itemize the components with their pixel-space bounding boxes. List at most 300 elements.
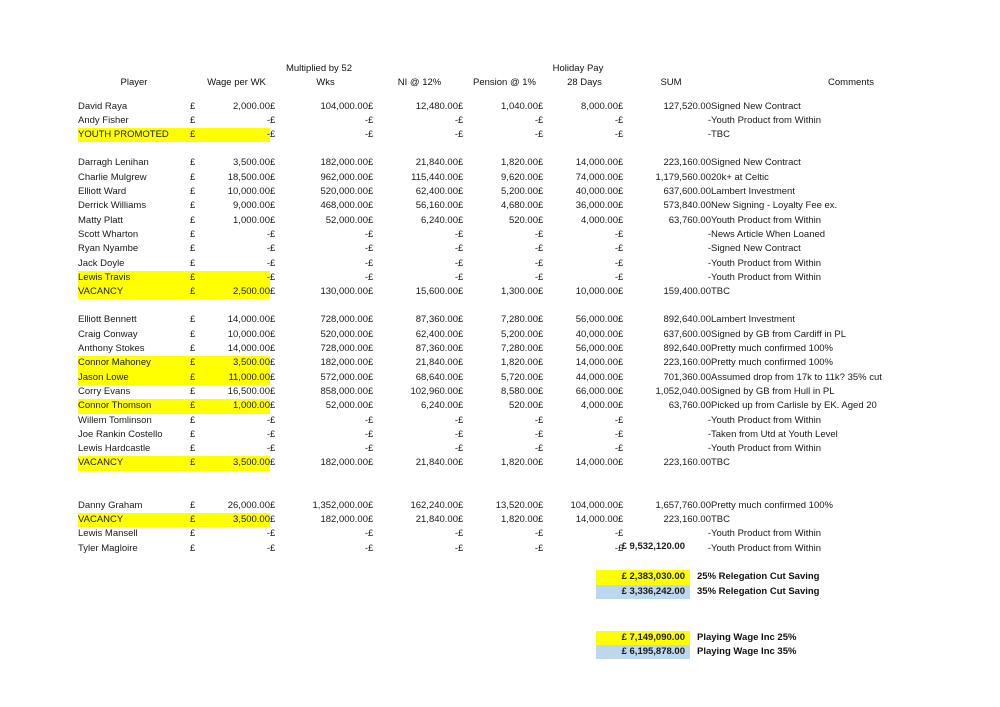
cell-wage-per-wk[interactable]: 3,500.00 — [203, 456, 270, 470]
cell-currency-symbol-ni: £ — [368, 457, 374, 469]
cell-currency-symbol-wks: £ — [270, 542, 276, 554]
cell-pension[interactable]: 5,200.00 — [501, 186, 538, 198]
cell-ni[interactable]: 6,240.00 — [421, 400, 458, 412]
table-row[interactable] — [78, 385, 991, 399]
cell-sum[interactable]: 127,520.00 — [663, 100, 711, 112]
cell-wage-per-wk[interactable]: 3,500.00 — [203, 356, 270, 370]
cell-holiday-pay[interactable]: - — [614, 443, 618, 455]
cell-currency-symbol-wks: £ — [270, 314, 276, 326]
cell-wks[interactable]: 520,000.00 — [320, 328, 368, 340]
table-row[interactable] — [78, 356, 991, 370]
cell-wks[interactable]: - — [364, 114, 368, 126]
cell-player-name[interactable]: Lewis Travis — [78, 271, 190, 285]
cell-comments[interactable]: Youth Product from Within — [711, 414, 822, 426]
cell-pension[interactable]: 4,680.00 — [501, 200, 538, 212]
summary-row[interactable] — [596, 631, 950, 645]
cell-player-name[interactable]: Tyler Magloire — [78, 542, 138, 554]
cell-comments[interactable]: New Signing - Loyalty Fee ex. — [711, 200, 838, 212]
summary-row[interactable] — [596, 645, 950, 659]
cell-sum[interactable]: 63,760.00 — [668, 400, 711, 412]
cell-wks[interactable]: 572,000.00 — [320, 371, 368, 383]
table-row[interactable] — [78, 185, 991, 199]
cell-wage-per-wk[interactable]: - — [266, 414, 270, 426]
cell-holiday-pay[interactable]: 66,000.00 — [575, 385, 618, 397]
cell-wage-per-wk[interactable]: 10,000.00 — [227, 328, 270, 340]
table-row[interactable] — [78, 214, 991, 228]
cell-comments[interactable]: Pretty much confirmed 100% — [711, 357, 833, 369]
cell-wks[interactable]: - — [364, 243, 368, 255]
cell-holiday-pay[interactable]: - — [614, 414, 618, 426]
cell-ni[interactable]: 87,360.00 — [415, 343, 458, 355]
cell-pension[interactable]: - — [534, 428, 538, 440]
table-row[interactable] — [78, 499, 991, 513]
cell-pension[interactable]: 1,820.00 — [501, 357, 538, 369]
cell-ni[interactable]: - — [454, 257, 458, 269]
cell-sum[interactable]: 223,160.00 — [663, 514, 711, 526]
cell-wks[interactable]: - — [364, 228, 368, 240]
cell-player-name[interactable]: Anthony Stokes — [78, 343, 145, 355]
cell-currency-symbol-sum: £ — [618, 271, 624, 283]
cell-player-name[interactable]: Craig Conway — [78, 328, 138, 340]
cell-holiday-pay[interactable]: - — [614, 528, 618, 540]
cell-ni[interactable]: 56,160.00 — [415, 200, 458, 212]
cell-comments[interactable]: Signed by GB from Hull in PL — [711, 385, 835, 397]
cell-pension[interactable]: - — [534, 114, 538, 126]
cell-currency-symbol-sum: £ — [618, 214, 624, 226]
cell-holiday-pay[interactable]: - — [614, 243, 618, 255]
cell-player-name[interactable]: VACANCY — [78, 513, 190, 527]
table-row[interactable] — [78, 414, 991, 428]
cell-holiday-pay[interactable]: - — [614, 542, 618, 554]
column-header-sum[interactable]: SUM — [660, 77, 682, 89]
cell-player-name[interactable]: YOUTH PROMOTED — [78, 128, 190, 142]
cell-player-name[interactable]: David Raya — [78, 100, 128, 112]
cell-currency-symbol-pension: £ — [458, 214, 464, 226]
header-spacer-player — [78, 62, 190, 76]
column-header-ni[interactable]: NI @ 12% — [397, 77, 442, 89]
cell-pension[interactable]: - — [534, 243, 538, 255]
cell-ni[interactable]: 12,480.00 — [415, 100, 458, 112]
cell-sum[interactable]: - — [707, 114, 711, 126]
cell-player-name[interactable]: Matty Platt — [78, 214, 123, 226]
cell-ni[interactable]: 68,640.00 — [415, 371, 458, 383]
column-header-wks[interactable]: Wks — [316, 77, 335, 89]
cell-wage-per-wk[interactable]: - — [203, 128, 270, 142]
summary-body — [596, 540, 950, 659]
cell-sum[interactable]: - — [707, 542, 711, 554]
summary-amount[interactable]: £ 2,383,030.00 — [596, 570, 690, 584]
cell-comments[interactable]: Youth Product from Within — [711, 542, 822, 554]
cell-wage-per-wk[interactable]: - — [203, 271, 270, 285]
cell-holiday-pay[interactable]: 14,000.00 — [575, 514, 618, 526]
cell-comments[interactable]: Lambert Investment — [711, 186, 795, 198]
cell-ni[interactable]: - — [454, 414, 458, 426]
cell-sum[interactable]: 1,179,560.00 — [655, 171, 711, 183]
cell-wage-per-wk[interactable]: - — [266, 428, 270, 440]
cell-wks[interactable]: - — [364, 443, 368, 455]
cell-holiday-pay[interactable]: - — [614, 271, 618, 283]
cell-comments[interactable]: Signed New Contract — [711, 157, 801, 169]
cell-wks[interactable]: - — [364, 271, 368, 283]
cell-sum[interactable]: - — [707, 243, 711, 255]
table-row[interactable] — [78, 128, 991, 142]
cell-pension[interactable]: 5,200.00 — [501, 328, 538, 340]
column-header-holiday-28-days[interactable]: 28 Days — [567, 77, 602, 89]
column-header-player[interactable]: Player — [120, 77, 148, 89]
cell-sum[interactable]: 701,360.00 — [663, 371, 711, 383]
cell-holiday-pay[interactable]: 4,000.00 — [581, 214, 618, 226]
cell-wage-per-wk[interactable]: - — [266, 443, 270, 455]
cell-pension[interactable]: 7,280.00 — [501, 314, 538, 326]
cell-sum[interactable]: 573,840.00 — [663, 200, 711, 212]
cell-ni[interactable]: 6,240.00 — [421, 214, 458, 226]
cell-pension[interactable]: 1,040.00 — [501, 100, 538, 112]
cell-holiday-pay[interactable]: 40,000.00 — [575, 328, 618, 340]
cell-currency-symbol-wage-per-wk: £ — [190, 443, 196, 455]
table-row[interactable] — [78, 456, 991, 470]
cell-player-name[interactable]: Scott Wharton — [78, 228, 139, 240]
cell-pension[interactable]: 1,820.00 — [501, 157, 538, 169]
cell-wks[interactable]: 182,000.00 — [320, 357, 368, 369]
cell-ni[interactable]: - — [454, 129, 458, 141]
table-row[interactable] — [78, 271, 991, 285]
cell-ni[interactable]: - — [454, 443, 458, 455]
cell-wks[interactable]: - — [364, 414, 368, 426]
cell-pension[interactable]: 520.00 — [508, 214, 538, 226]
cell-currency-symbol-holiday-pay: £ — [538, 129, 544, 141]
cell-player-name[interactable]: Willem Tomlinson — [78, 414, 152, 426]
table-row[interactable] — [78, 114, 991, 128]
cell-wks[interactable]: - — [364, 257, 368, 269]
cell-ni[interactable]: - — [454, 528, 458, 540]
table-row[interactable] — [78, 257, 991, 271]
wage-table — [78, 62, 991, 556]
cell-sum[interactable]: 63,760.00 — [668, 214, 711, 226]
cell-ni[interactable]: 102,960.00 — [410, 385, 458, 397]
cell-currency-symbol-sum: £ — [618, 200, 624, 212]
cell-pension[interactable]: 5,720.00 — [501, 371, 538, 383]
table-row[interactable] — [78, 171, 991, 185]
table-row[interactable] — [78, 228, 991, 242]
cell-wage-per-wk[interactable]: - — [266, 243, 270, 255]
spacer-row — [78, 142, 991, 156]
grand-total-amount[interactable]: £ 9,532,120.00 — [621, 541, 685, 552]
cell-currency-symbol-wks: £ — [270, 385, 276, 397]
cell-currency-symbol-pension: £ — [458, 129, 464, 141]
header-group-multiplied-by-52: Multiplied by 52 — [285, 63, 352, 74]
cell-sum[interactable]: - — [707, 428, 711, 440]
cell-currency-symbol-wage-per-wk: £ — [190, 200, 196, 212]
cell-comments[interactable]: Youth Product from Within — [711, 271, 822, 283]
cell-comments[interactable]: TBC — [711, 514, 730, 526]
cell-holiday-pay[interactable]: - — [614, 114, 618, 126]
table-row[interactable] — [78, 313, 991, 327]
cell-wage-per-wk[interactable]: 3,500.00 — [233, 157, 270, 169]
cell-comments[interactable]: News Article When Loaned — [711, 228, 826, 240]
cell-pension[interactable]: 1,820.00 — [501, 457, 538, 469]
cell-holiday-pay[interactable]: 74,000.00 — [575, 171, 618, 183]
cell-pension[interactable]: - — [534, 528, 538, 540]
cell-holiday-pay[interactable]: 56,000.00 — [575, 314, 618, 326]
cell-comments[interactable]: TBC — [711, 129, 730, 141]
cell-holiday-pay[interactable]: 56,000.00 — [575, 343, 618, 355]
cell-currency-symbol-sum: £ — [618, 186, 624, 198]
cell-currency-symbol-wks: £ — [270, 200, 276, 212]
cell-pension[interactable]: - — [534, 228, 538, 240]
cell-ni[interactable]: - — [454, 271, 458, 283]
cell-ni[interactable]: 21,840.00 — [415, 357, 458, 369]
cell-player-name[interactable]: Elliott Bennett — [78, 314, 137, 326]
cell-sum[interactable]: - — [707, 414, 711, 426]
cell-wage-per-wk[interactable]: 1,000.00 — [233, 214, 270, 226]
cell-ni[interactable]: 21,840.00 — [415, 457, 458, 469]
cell-pension[interactable]: 1,820.00 — [501, 514, 538, 526]
cell-comments[interactable]: Youth Product from Within — [711, 528, 822, 540]
cell-pension[interactable]: - — [534, 443, 538, 455]
cell-wage-per-wk[interactable]: - — [266, 257, 270, 269]
summary-amount[interactable]: £ 6,195,878.00 — [596, 645, 690, 659]
cell-holiday-pay[interactable]: 14,000.00 — [575, 457, 618, 469]
cell-ni[interactable]: 21,840.00 — [415, 157, 458, 169]
cell-holiday-pay[interactable]: 36,000.00 — [575, 200, 618, 212]
cell-wage-per-wk[interactable]: 18,500.00 — [227, 171, 270, 183]
cell-wks[interactable]: - — [364, 542, 368, 554]
cell-player-name[interactable]: VACANCY — [78, 285, 190, 299]
cell-wage-per-wk[interactable]: 3,500.00 — [203, 513, 270, 527]
cell-pension[interactable]: - — [534, 414, 538, 426]
cell-pension[interactable]: 13,520.00 — [495, 499, 538, 511]
cell-wks[interactable]: 130,000.00 — [320, 286, 368, 298]
cell-sum[interactable]: 223,160.00 — [663, 357, 711, 369]
cell-wage-per-wk[interactable]: 2,500.00 — [203, 285, 270, 299]
cell-wks[interactable]: 858,000.00 — [320, 385, 368, 397]
cell-wage-per-wk[interactable]: 14,000.00 — [227, 314, 270, 326]
cell-wage-per-wk[interactable]: 16,500.00 — [227, 385, 270, 397]
table-row[interactable] — [78, 399, 991, 413]
cell-wks[interactable]: 182,000.00 — [320, 514, 368, 526]
spacer-cell — [78, 91, 991, 100]
table-row[interactable] — [78, 242, 991, 256]
cell-currency-symbol-holiday-pay: £ — [538, 228, 544, 240]
table-row[interactable] — [78, 428, 991, 442]
cell-wks[interactable]: - — [364, 528, 368, 540]
cell-currency-symbol-pension: £ — [458, 528, 464, 540]
cell-holiday-pay[interactable]: 14,000.00 — [575, 357, 618, 369]
cell-currency-symbol-pension: £ — [458, 200, 464, 212]
cell-player-name[interactable]: Joe Rankin Costello — [78, 428, 163, 440]
cell-pension[interactable]: 520.00 — [508, 400, 538, 412]
summary-row[interactable] — [596, 570, 950, 584]
cell-sum[interactable]: 892,640.00 — [663, 314, 711, 326]
cell-sum[interactable]: 1,052,040.00 — [655, 385, 711, 397]
cell-comments[interactable]: Signed by GB from Cardiff in PL — [711, 328, 846, 340]
cell-player-name[interactable]: Jason Lowe — [78, 371, 190, 385]
table-row[interactable] — [78, 371, 991, 385]
cell-comments[interactable]: 20k+ at Celtic — [711, 171, 769, 183]
cell-holiday-pay[interactable]: - — [614, 257, 618, 269]
cell-holiday-pay[interactable]: 4,000.00 — [581, 400, 618, 412]
cell-wage-per-wk[interactable]: - — [266, 528, 270, 540]
table-row[interactable] — [78, 285, 991, 299]
cell-wage-per-wk[interactable]: - — [266, 114, 270, 126]
cell-wks[interactable]: 468,000.00 — [320, 200, 368, 212]
cell-comments[interactable]: Pretty much confirmed 100% — [711, 499, 833, 511]
cell-wks[interactable]: 104,000.00 — [320, 100, 368, 112]
cell-comments[interactable]: Signed New Contract — [711, 243, 801, 255]
cell-player-name[interactable]: Derrick Williams — [78, 200, 147, 212]
cell-wage-per-wk[interactable]: 14,000.00 — [227, 343, 270, 355]
cell-ni[interactable]: - — [454, 243, 458, 255]
cell-comments[interactable]: Taken from Utd at Youth Level — [711, 428, 838, 440]
cell-ni[interactable]: 62,400.00 — [415, 328, 458, 340]
cell-holiday-pay[interactable]: - — [614, 228, 618, 240]
cell-wks[interactable]: 52,000.00 — [325, 400, 368, 412]
cell-sum[interactable]: 637,600.00 — [663, 186, 711, 198]
cell-player-name[interactable]: Connor Thomson — [78, 399, 190, 413]
column-header-comments[interactable]: Comments — [828, 77, 874, 89]
cell-wage-per-wk[interactable]: 11,000.00 — [203, 371, 270, 385]
cell-comments[interactable]: Picked up from Carlisle by EK. Aged 20 — [711, 400, 877, 412]
cell-currency-symbol-pension: £ — [458, 228, 464, 240]
cell-ni[interactable]: 162,240.00 — [410, 499, 458, 511]
cell-ni[interactable]: 62,400.00 — [415, 186, 458, 198]
cell-wks[interactable]: - — [364, 428, 368, 440]
cell-wks[interactable]: 520,000.00 — [320, 186, 368, 198]
summary-amount[interactable]: £ 7,149,090.00 — [596, 631, 690, 645]
cell-holiday-pay[interactable]: - — [614, 129, 618, 141]
cell-pension[interactable]: 7,280.00 — [501, 343, 538, 355]
cell-comments[interactable]: Youth Product from Within — [711, 214, 822, 226]
cell-wks[interactable]: 728,000.00 — [320, 343, 368, 355]
cell-wage-per-wk[interactable]: 1,000.00 — [203, 399, 270, 413]
cell-player-name[interactable]: Lewis Hardcastle — [78, 443, 151, 455]
cell-sum[interactable]: 637,600.00 — [663, 328, 711, 340]
cell-pension[interactable]: - — [534, 129, 538, 141]
cell-currency-symbol-sum: £ — [618, 528, 624, 540]
table-row[interactable] — [78, 342, 991, 356]
table-row[interactable] — [78, 156, 991, 170]
cell-pension[interactable]: - — [534, 271, 538, 283]
cell-currency-symbol-ni: £ — [368, 186, 374, 198]
summary-row[interactable] — [596, 585, 950, 599]
cell-sum[interactable]: 892,640.00 — [663, 343, 711, 355]
cell-player-name[interactable]: Corry Evans — [78, 385, 131, 397]
summary-amount[interactable]: £ 3,336,242.00 — [596, 585, 690, 599]
cell-wage-per-wk[interactable]: 9,000.00 — [233, 200, 270, 212]
cell-wage-per-wk[interactable]: - — [266, 542, 270, 554]
cell-wks[interactable]: - — [364, 129, 368, 141]
cell-player-name[interactable]: Ryan Nyambe — [78, 243, 139, 255]
cell-sum[interactable]: - — [707, 528, 711, 540]
cell-holiday-pay[interactable]: 104,000.00 — [570, 499, 618, 511]
cell-player-name[interactable]: Andy Fisher — [78, 114, 129, 126]
cell-sum[interactable]: - — [707, 443, 711, 455]
cell-player-name[interactable]: Elliott Ward — [78, 186, 127, 198]
cell-ni[interactable]: - — [454, 428, 458, 440]
cell-comments[interactable]: Pretty much confirmed 100% — [711, 343, 833, 355]
cell-player-name[interactable]: Jack Doyle — [78, 257, 125, 269]
cell-comments[interactable]: TBC — [711, 286, 730, 298]
cell-wage-per-wk[interactable]: 10,000.00 — [227, 186, 270, 198]
cell-currency-symbol-wks: £ — [270, 414, 276, 426]
cell-holiday-pay[interactable]: 44,000.00 — [575, 371, 618, 383]
column-header-pension[interactable]: Pension @ 1% — [473, 77, 536, 89]
cell-comments[interactable]: Signed New Contract — [711, 100, 801, 112]
cell-sum[interactable]: - — [707, 257, 711, 269]
cell-sum[interactable]: - — [707, 129, 711, 141]
cell-player-name[interactable]: Lewis Mansell — [78, 528, 138, 540]
cell-currency-symbol-pension: £ — [458, 243, 464, 255]
cell-comments[interactable]: Youth Product from Within — [711, 257, 822, 269]
cell-sum[interactable]: 159,400.00 — [663, 286, 711, 298]
table-row[interactable] — [78, 442, 991, 456]
cell-wage-per-wk[interactable]: - — [266, 228, 270, 240]
cell-wks[interactable]: 182,000.00 — [320, 157, 368, 169]
cell-holiday-pay[interactable]: 40,000.00 — [575, 186, 618, 198]
cell-wks[interactable]: 728,000.00 — [320, 314, 368, 326]
summary-grand-total-row[interactable] — [596, 540, 950, 554]
cell-comments[interactable]: Youth Product from Within — [711, 114, 822, 126]
cell-comments[interactable]: Youth Product from Within — [711, 443, 822, 455]
cell-ni[interactable]: - — [454, 542, 458, 554]
cell-comments[interactable]: TBC — [711, 457, 730, 469]
table-row[interactable] — [78, 199, 991, 213]
cell-player-name[interactable]: Connor Mahoney — [78, 356, 190, 370]
cell-ni[interactable]: - — [454, 114, 458, 126]
cell-ni[interactable]: 115,440.00 — [411, 171, 458, 183]
cell-holiday-pay[interactable]: 14,000.00 — [575, 157, 618, 169]
cell-holiday-pay[interactable]: - — [614, 428, 618, 440]
cell-wks[interactable]: 182,000.00 — [320, 457, 368, 469]
cell-sum[interactable]: - — [707, 271, 711, 283]
cell-pension[interactable]: 1,300.00 — [501, 286, 538, 298]
cell-currency-symbol-pension: £ — [458, 514, 464, 526]
cell-wage-per-wk[interactable]: 2,000.00 — [233, 100, 270, 112]
table-row[interactable] — [78, 328, 991, 342]
cell-ni[interactable]: 15,600.00 — [415, 286, 458, 298]
cell-comments[interactable]: Lambert Investment — [711, 314, 795, 326]
cell-sum[interactable]: - — [707, 228, 711, 240]
cell-sum[interactable]: 1,657,760.00 — [655, 499, 711, 511]
cell-player-name[interactable]: Darragh Lenihan — [78, 157, 149, 169]
cell-sum[interactable]: 223,160.00 — [663, 457, 711, 469]
cell-holiday-pay[interactable]: 10,000.00 — [575, 286, 618, 298]
cell-currency-symbol-holiday-pay: £ — [538, 286, 544, 298]
cell-pension[interactable]: - — [534, 257, 538, 269]
cell-pension[interactable]: - — [534, 542, 538, 554]
cell-ni[interactable]: - — [454, 228, 458, 240]
cell-wage-per-wk[interactable]: 26,000.00 — [227, 499, 270, 511]
cell-ni[interactable]: 87,360.00 — [415, 314, 458, 326]
cell-player-name[interactable]: VACANCY — [78, 456, 190, 470]
table-row[interactable] — [78, 100, 991, 114]
cell-player-name[interactable]: Charlie Mulgrew — [78, 171, 147, 183]
cell-player-name[interactable]: Danny Graham — [78, 499, 143, 511]
cell-wks[interactable]: 52,000.00 — [325, 214, 368, 226]
column-header-wage-per-wk[interactable]: Wage per WK — [207, 77, 266, 89]
cell-pension[interactable]: 8,580.00 — [501, 385, 538, 397]
cell-sum[interactable]: 223,160.00 — [663, 157, 711, 169]
cell-comments[interactable]: Assumed drop from 17k to 11k? 35% cut — [711, 371, 882, 383]
cell-currency-symbol-ni: £ — [368, 243, 374, 255]
table-row[interactable] — [78, 513, 991, 527]
cell-wks[interactable]: 962,000.00 — [320, 171, 368, 183]
cell-wks[interactable]: 1,352,000.00 — [312, 499, 368, 511]
cell-holiday-pay[interactable]: 8,000.00 — [581, 100, 618, 112]
cell-currency-symbol-holiday-pay: £ — [538, 200, 544, 212]
cell-pension[interactable]: 9,620.00 — [501, 171, 538, 183]
cell-ni[interactable]: 21,840.00 — [415, 514, 458, 526]
